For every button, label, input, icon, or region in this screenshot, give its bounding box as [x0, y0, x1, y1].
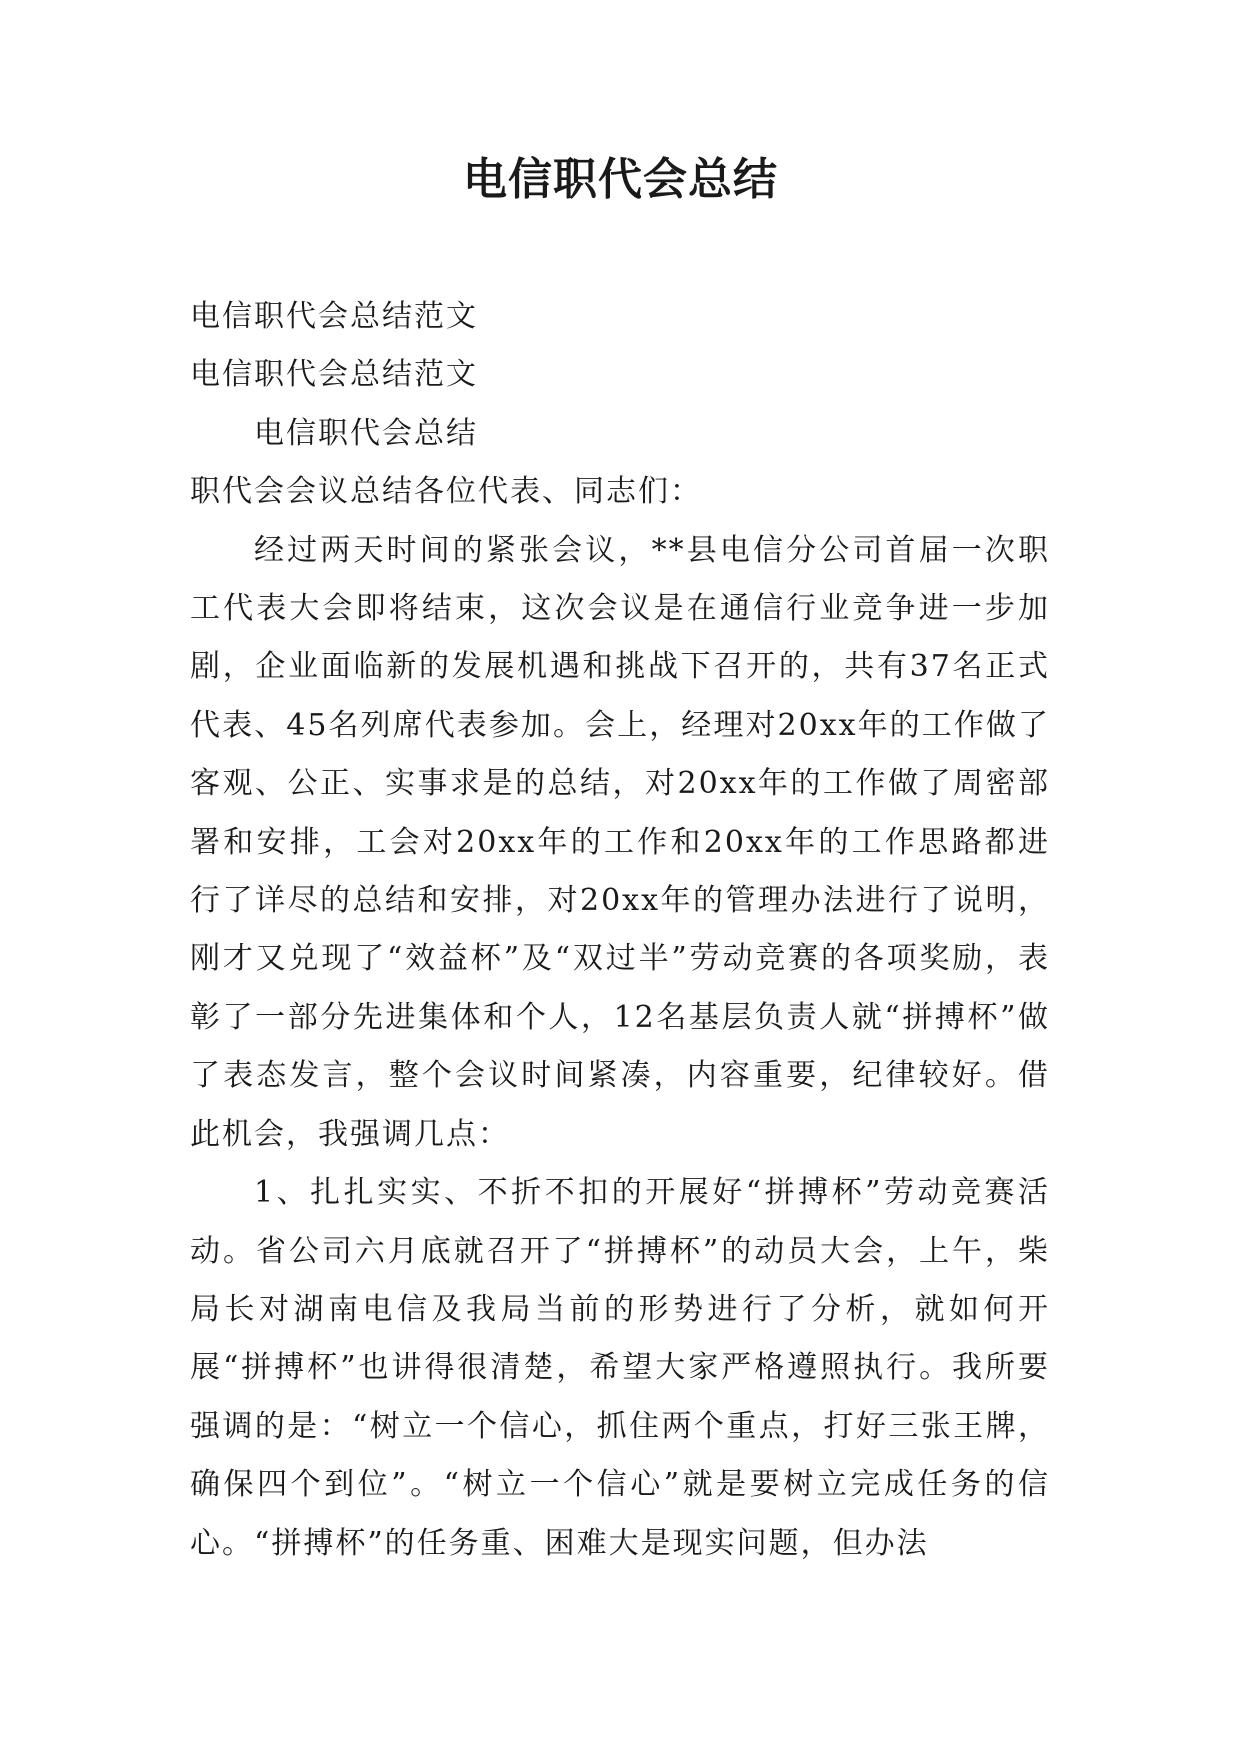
subtitle-line: 电信职代会总结范文 — [190, 357, 478, 393]
salutation-line: 职代会会议总结各位代表、同志们： — [190, 474, 702, 510]
subtitle-line: 电信职代会总结范文 — [190, 299, 478, 334]
document-body — [190, 288, 1050, 1573]
document-title: 电信职代会总结 — [463, 154, 778, 205]
body-paragraph: 1、扎扎实实、不折不扣的开展好“拼搏杯”劳动竞赛活动。省公司六月底就召开了“拼搏杯”的动员大会，上午，柴局长对湖南电信及我局当前的形势进行了分析，就如何开展“拼搏杯”也讲得很清楚，希望大家严格遵照执行。我所要强调的是：“树立一个信心，抓住两个重点，打好三张王牌，确保四个到位”。“树立一个信心”就是要树立完成任务的信心。“拼搏杯”的任务重、困难大是现实问题，但办法 — [190, 1175, 1050, 1561]
body-paragraph: 经过两天时间的紧张会议，**县电信分公司首届一次职工代表大会即将结束，这次会议是在通信行业竞争进一步加剧，企业面临新的发展机遇和挑战下召开的，共有37名正式代表、45名列席代表参加。会上，经理对20xx年的工作做了客观、公正、实事求是的总结，对20xx年的工作做了周密部署和安排，工会对20xx年的工作和20xx年的工作思路都进行了详尽的总结和安排，对20xx年的管理办法进行了说明，刚才又兑现了“效益杯”及“双过半”劳动竞赛的各项奖励，表彰了一部分先进集体和个人，12名基层负责人就“拼搏杯”做了表态发言，整个会议时间紧凑，内容重要，纪律较好。借此机会，我强调几点： — [190, 532, 1050, 1152]
subtitle-line: 电信职代会总结 — [254, 415, 478, 451]
